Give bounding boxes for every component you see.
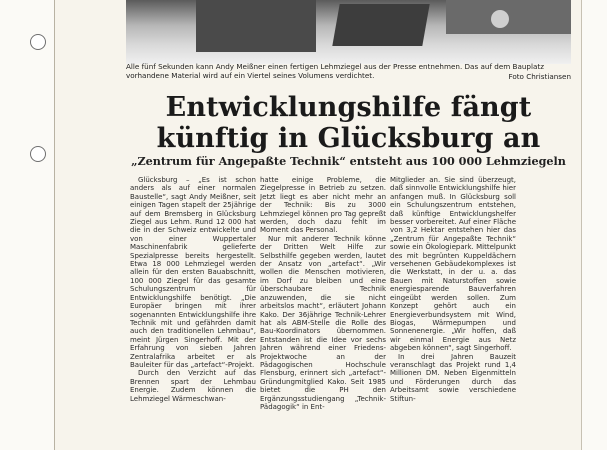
photo-credit: Foto Christiansen: [508, 72, 571, 81]
photo-machine-shape: [196, 0, 316, 52]
article-column-3: [390, 176, 516, 450]
article-column-1: [130, 176, 256, 450]
photo-wheel-shape: [491, 10, 509, 28]
column-2-paragraph-1: hatte einige Probleme, die Ziegelpresse in Betrieb zu setzen. Jetzt liegt es aber nicht mehr an der Technik: Bis zu 3000 Lehmziegel können pro Tag gepreßt werden, doch dazu fehlt im Moment das Personal.: [260, 176, 386, 235]
photo-caption: [126, 62, 571, 80]
headline-line-1: Entwicklungshilfe fängt: [165, 92, 532, 123]
press-photo: [126, 0, 571, 64]
column-1-paragraph-2: Durch den Verzicht auf das Brennen spart der Lehmbau Energie. Zudem können die Lehmziegel Wärmeschwan-: [130, 369, 256, 403]
photo-worker-shape: [332, 4, 429, 46]
column-1-paragraph-1: Glücksburg – „Es ist schon anders als auf einer normalen Baustelle“, sagt Andy Meißner, seit einigen Tagen stapelt der 25jährige auf dem Bremsberg in Glücksburg Ziegel aus Lehm. Rund 12 000 hat die in der Schweiz entwickelte und von einer Wuppertaler Maschinenfabrik gelieferte Spezialpresse bereits hergestellt. Etwa 18 000 Lehmziegel werden allein für den ersten Bauabschnitt, 100 000 Ziegel für das gesamte Schulungszentrum für Entwicklungshilfe benötigt. „Die Europäer bringen mit ihrer sogenannten Entwicklungshilfe ihre Technik mit und gefährden damit auch den traditionellen Lehmbau“, meint Jürgen Singerhoff. Mit der Erfahrung von sieben Jahren Zentralafrika arbeitet er als Bauleiter für das „artefact“-Projekt.: [130, 176, 256, 369]
column-3-paragraph-2: In drei Jahren Bauzeit veranschlagt das Projekt rund 1,4 Millionen DM. Neben Eigenmitteln und Förderungen durch das Arbeitsamt sowie verschiedene Stiftun-: [390, 352, 516, 403]
headline-line-2: künftig in Glücksburg an: [156, 123, 541, 154]
punch-hole-middle: [30, 146, 46, 162]
binder-strip: [22, 0, 50, 450]
column-2-paragraph-2: Nur mit anderer Technik könne der Dritten Welt Hilfe zur Selbsthilfe gegeben werden, lautet der Ansatz von „artefact“. „Wir wollen die Menschen motivieren, im Dorf zu bleiben und eine überschaubare Technik anzuwenden, die sie nicht arbeitslos macht“, erläutert Johann Kako. Der 36jährige Technik-Lehrer hat als ABM-Stelle die Rolle des Bau-Koordinators übernommen. Entstanden ist die Idee vor sechs Jahren während einer Friedens-Projektwoche an der Pädagogischen Hochschule Flensburg, erinnert sich „artefact“-Gründungmitglied Kako. Seit 1985 bietet die PH den Ergänzungsstudiengang „Technik-Pädagogik“ in Ent-: [260, 234, 386, 411]
punch-hole-top: [30, 34, 46, 50]
article-subheadline: „Zentrum für Angepaßte Technik“ entsteht aus 100 000 Lehmziegeln: [131, 154, 566, 168]
column-3-paragraph-1: Mitglieder an. Sie sind überzeugt, daß sinnvolle Entwicklungshilfe hier anfangen muß. In Glücksburg soll ein Schulungszentrum entstehen, daß künftige Entwicklungshelfer besser vorbereitet. Auf einer Fläche von 3,2 Hektar entstehen hier das „Zentrum für Angepaßte Technik“ sowie ein Ökologiepark. Mittelpunkt des mit begrünten Kuppeldächern versehenen Gebäudekomplexes ist die Werkstatt, in der u. a. das Bauen mit Naturstoffen sowie energiesparende Bauverfahren eingeübt werden sollen. Zum Konzept gehört auch ein Energieverbundsystem mit Wind, Biogas, Wärmepumpen und Sonnenenergie. „Wir hoffen, daß wir einmal Energie aus Netz abgeben können“, sagt Singerhoff.: [390, 176, 516, 353]
caption-text: Alle fünf Sekunden kann Andy Meißner einen fertigen Lehmziegel aus der Presse entnehmen. Das auf dem Bauplatz vorhandene Material wird auf ein Viertel seines Volumens verdichtet.: [126, 62, 544, 80]
article-column-2: [260, 176, 386, 450]
article-headline: [126, 92, 571, 154]
